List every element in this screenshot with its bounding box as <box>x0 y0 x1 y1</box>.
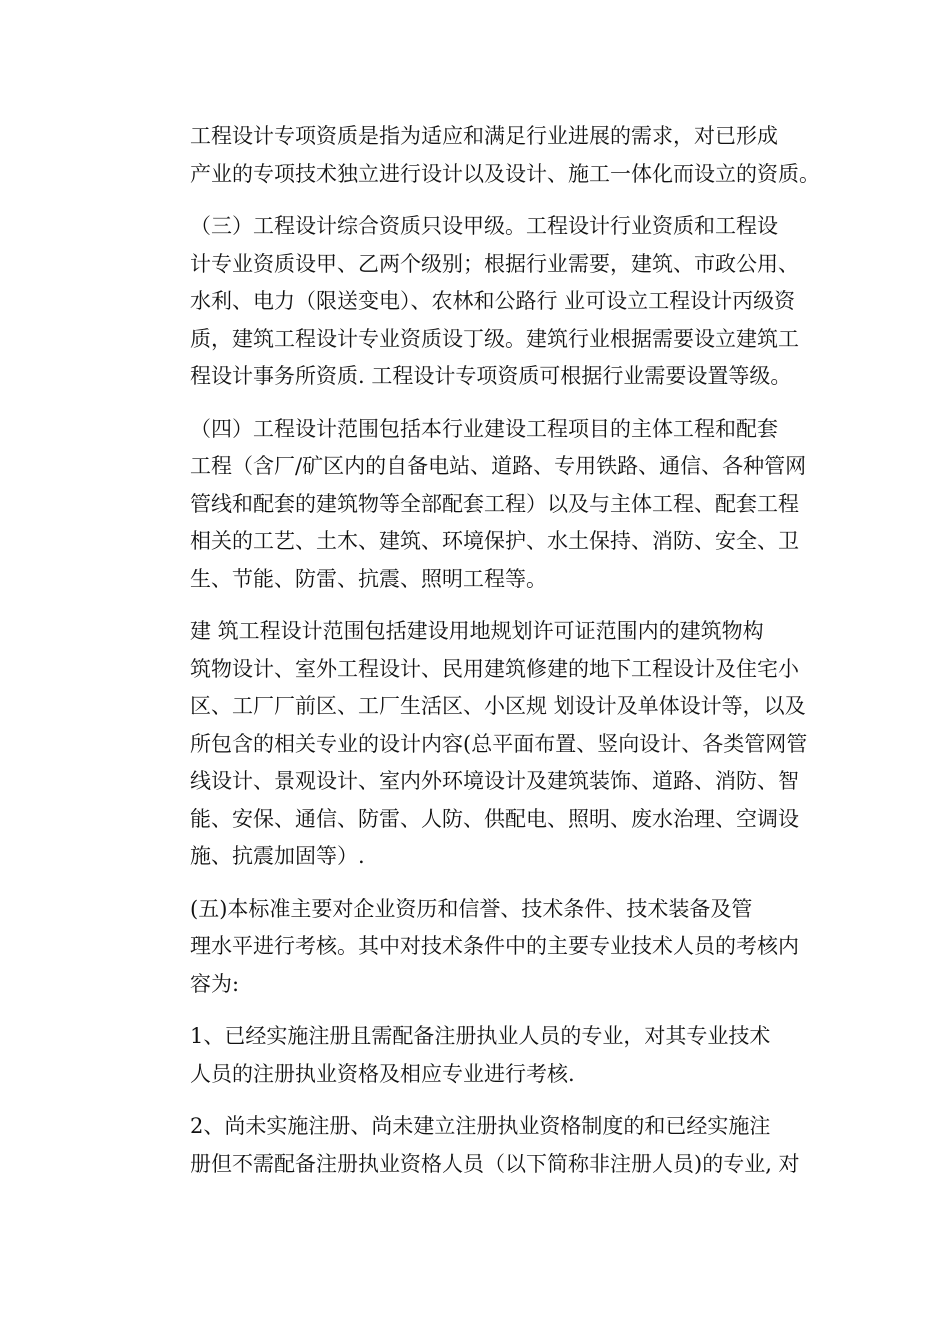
text-line: 2、尚未实施注册、尚未建立注册执业资格制度的和已经实施注 <box>190 1114 771 1138</box>
paragraph-building-scope <box>144 613 812 876</box>
text-line: 人员的注册执业资格及相应专业进行考核. <box>190 1061 575 1086</box>
text-line: 水利、电力（限送变电）、农林和公路行 业可设立工程设计丙级资 <box>190 289 796 313</box>
text-line: 工程设计专项资质是指为适应和满足行业进展的需求，对已形成 <box>190 124 778 148</box>
text-line: 册但不需配备注册执业资格人员（以下简称非注册人员)的专业, 对 <box>190 1151 800 1176</box>
text-line: （三）工程设计综合资质只设甲级。工程设计行业资质和工程设 <box>190 214 778 238</box>
paragraph-item-one <box>144 1018 812 1093</box>
text-line: (五)本标准主要对企业资历和信誉、技术条件、技术装备及管 <box>190 896 753 921</box>
paragraph-item-two <box>144 1108 812 1183</box>
text-line: 施、抗震加固等）. <box>190 844 365 868</box>
text-line: 工程（含厂/矿区内的自备电站、道路、专用铁路、通信、各种管网 <box>190 454 807 478</box>
text-line: 相关的工艺、土木、建筑、环境保护、水土保持、消防、安全、卫 <box>190 529 799 553</box>
text-line: 理水平进行考核。其中对技术条件中的主要专业技术人员的考核内 <box>190 934 799 958</box>
text-line: 生、节能、防雷、抗震、照明工程等。 <box>190 566 547 591</box>
text-line: 1、已经实施注册且需配备注册执业人员的专业，对其专业技术 <box>190 1024 771 1048</box>
text-line: 建 筑工程设计范围包括建设用地规划许可证范围内的建筑物构 <box>190 619 764 643</box>
paragraph-section-three <box>144 208 812 396</box>
paragraph-special-qualification <box>144 118 820 193</box>
paragraph-section-four <box>144 411 812 599</box>
text-line: 质，建筑工程设计专业资质设丁级。建筑行业根据需要设立建筑工 <box>190 326 799 351</box>
text-line: 计专业资质设甲、乙两个级别；根据行业需要，建筑、市政公用、 <box>190 251 799 276</box>
text-line: 筑物设计、室外工程设计、民用建筑修建的地下工程设计及住宅小 <box>190 656 799 681</box>
text-line: 管线和配套的建筑物等全部配套工程）以及与主体工程、配套工程 <box>190 491 799 516</box>
text-line: （四）工程设计范围包括本行业建设工程项目的主体工程和配套 <box>190 416 778 441</box>
text-line: 程设计事务所资质. 工程设计专项资质可根据行业需要设置等级。 <box>190 364 792 388</box>
text-line: 产业的专项技术独立进行设计以及设计、施工一体化而设立的资质。 <box>190 161 820 186</box>
text-line: 区、工厂厂前区、工厂生活区、小区规 划设计及单体设计等，以及 <box>190 694 806 718</box>
text-line: 线设计、景观设计、室内外环境设计及建筑装饰、道路、消防、智 <box>190 769 799 793</box>
paragraph-section-five <box>144 891 812 1004</box>
text-line: 容为: <box>190 971 240 996</box>
document-body <box>144 118 820 1198</box>
text-line: 能、安保、通信、防雷、人防、供配电、照明、废水治理、空调设 <box>190 806 799 831</box>
text-line: 所包含的相关专业的设计内容(总平面布置、竖向设计、各类管网管 <box>190 731 808 756</box>
